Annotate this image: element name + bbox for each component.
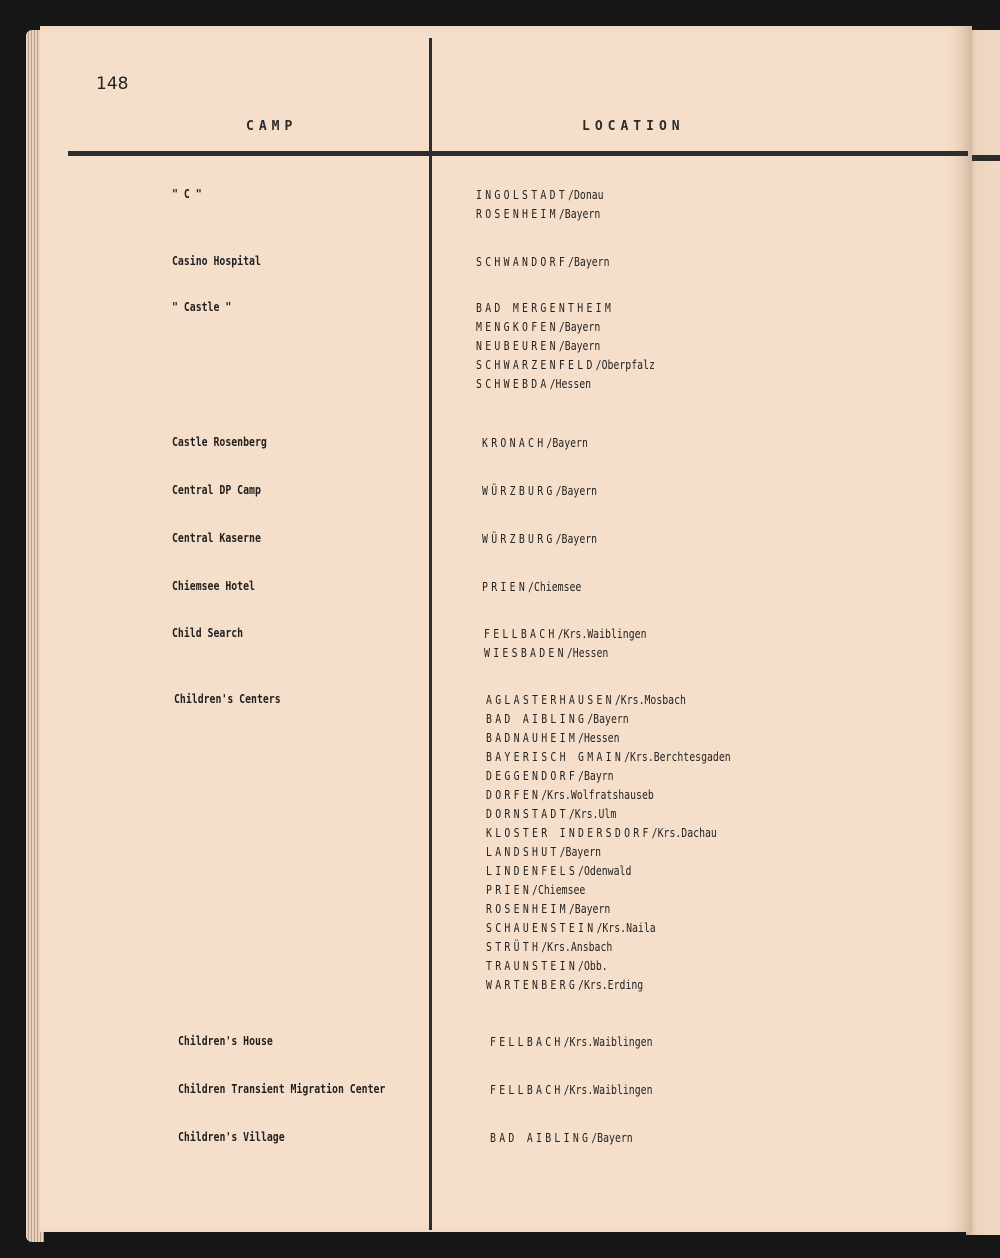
location-entry	[482, 530, 597, 549]
location-list	[476, 253, 639, 272]
location-entry	[486, 767, 731, 786]
location-city: BAD MERGENTHEIM	[476, 301, 615, 315]
location-city: WIESBADEN	[484, 646, 567, 660]
location-city: INGOLSTADT	[476, 188, 569, 202]
location-list	[476, 186, 632, 224]
location-entry	[482, 482, 597, 501]
location-region: /Krs.Berchtesgaden	[624, 750, 731, 764]
location-entry	[486, 805, 731, 824]
location-entry	[486, 900, 731, 919]
location-entry	[486, 938, 731, 957]
location-region: /Krs.Ansbach	[541, 940, 613, 954]
location-entry	[486, 824, 731, 843]
camp-name: Child Search	[172, 626, 244, 640]
location-entry	[486, 691, 731, 710]
location-entry	[476, 375, 655, 394]
location-region: /Hessen	[549, 377, 592, 391]
location-city: BAYERISCH GMAIN	[486, 750, 625, 764]
camp-name: Casino Hospital	[172, 254, 261, 268]
location-list	[482, 578, 603, 597]
location-entry	[482, 578, 581, 597]
location-city: PRIEN	[486, 883, 533, 897]
location-entry	[476, 253, 610, 272]
location-city: FELLBACH	[490, 1035, 564, 1049]
location-city: BAD AIBLING	[490, 1131, 592, 1145]
location-region: /Bayern	[568, 255, 610, 269]
location-region: /Hessen	[566, 646, 609, 660]
location-region: /Donau	[568, 188, 604, 202]
camp-name: Central Kaserne	[172, 531, 261, 545]
location-city: DORNSTADT	[486, 807, 569, 821]
location-city: PRIEN	[482, 580, 529, 594]
location-city: LANDSHUT	[486, 845, 560, 859]
location-entry	[486, 843, 731, 862]
location-list	[490, 1033, 688, 1052]
location-city: WARTENBERG	[486, 978, 579, 992]
camp-column-header: CAMP	[246, 119, 298, 134]
location-city: BAD AIBLING	[486, 712, 588, 726]
location-list	[482, 530, 622, 549]
location-region: /Bayern	[558, 339, 601, 353]
location-city: WÜRZBURG	[482, 484, 556, 498]
location-entry	[476, 318, 655, 337]
location-entry	[486, 786, 731, 805]
next-page-rule	[968, 155, 1000, 161]
location-city: SCHAUENSTEIN	[486, 921, 597, 935]
location-city: ROSENHEIM	[486, 902, 569, 916]
location-region: /Hessen	[578, 731, 620, 745]
location-column-header: LOCATION	[582, 119, 685, 134]
location-region: /Obb.	[578, 959, 608, 973]
location-entry	[476, 299, 655, 318]
location-region: /Krs.Waiblingen	[557, 627, 647, 641]
camp-name: Children's Village	[178, 1130, 285, 1144]
location-region: /Bayern	[559, 845, 602, 859]
location-entry	[486, 729, 731, 748]
location-entry	[490, 1081, 653, 1100]
location-region: /Bayern	[568, 902, 611, 916]
location-list	[484, 625, 682, 663]
location-city: DEGGENDORF	[486, 769, 579, 783]
location-region: /Oberpfalz	[595, 358, 655, 372]
location-region: /Krs.Wolfratshauseb	[541, 788, 654, 802]
location-region: /Bayern	[591, 1131, 633, 1145]
location-city: SCHWARZENFELD	[476, 358, 596, 372]
location-entry	[476, 205, 604, 224]
location-region: /Bayern	[555, 484, 598, 498]
camp-name: Children Transient Migration Center	[178, 1082, 386, 1096]
location-city: SCHWEBDA	[476, 377, 550, 391]
page-number: 148	[96, 74, 129, 94]
camp-name: Children's Centers	[174, 692, 281, 706]
camp-name: Central DP Camp	[172, 483, 261, 497]
location-city: TRAUNSTEIN	[486, 959, 579, 973]
location-region: /Chiemsee	[532, 883, 586, 897]
camp-name: Chiemsee Hotel	[172, 579, 255, 593]
location-region: /Bayern	[558, 320, 601, 334]
location-entry	[486, 710, 731, 729]
location-city: KRONACH	[482, 436, 547, 450]
location-region: /Krs.Mosbach	[614, 693, 686, 707]
location-city: FELLBACH	[490, 1083, 564, 1097]
location-entry	[476, 337, 655, 356]
location-entry	[484, 644, 647, 663]
location-region: /Chiemsee	[528, 580, 582, 594]
header-rule	[68, 151, 968, 156]
location-entry	[490, 1033, 653, 1052]
location-city: BADNAUHEIM	[486, 731, 579, 745]
location-entry	[486, 919, 731, 938]
location-region: /Krs.Erding	[578, 978, 644, 992]
location-city: KLOSTER INDERSDORF	[486, 826, 652, 840]
location-city: WÜRZBURG	[482, 532, 556, 546]
location-list	[490, 1129, 664, 1148]
location-list	[490, 1081, 688, 1100]
location-entry	[486, 976, 731, 995]
location-list	[486, 691, 784, 995]
location-region: /Krs.Waiblingen	[563, 1083, 653, 1097]
location-region: /Odenwald	[578, 864, 632, 878]
camp-name: Children's House	[178, 1034, 273, 1048]
location-region: /Bayern	[558, 207, 601, 221]
location-region: /Bayern	[587, 712, 629, 726]
camp-name: " C "	[172, 187, 202, 201]
column-divider	[429, 38, 432, 1230]
location-region: /Krs.Naila	[596, 921, 656, 935]
location-entry	[490, 1129, 633, 1148]
location-city: DORFEN	[486, 788, 542, 802]
location-region: /Bayrn	[578, 769, 614, 783]
location-list	[476, 299, 694, 394]
location-city: AGLASTERHAUSEN	[486, 693, 615, 707]
location-entry	[486, 957, 731, 976]
camp-name: " Castle "	[172, 300, 232, 314]
location-entry	[484, 625, 647, 644]
location-list	[482, 434, 611, 453]
location-region: /Krs.Dachau	[651, 826, 717, 840]
location-city: MENGKOFEN	[476, 320, 559, 334]
location-city: LINDENFELS	[486, 864, 579, 878]
location-region: /Bayern	[546, 436, 588, 450]
location-city: ROSENHEIM	[476, 207, 559, 221]
camp-name: Castle Rosenberg	[172, 435, 267, 449]
location-city: FELLBACH	[484, 627, 558, 641]
location-region: /Krs.Ulm	[568, 807, 617, 821]
location-city: STRÜTH	[486, 940, 542, 954]
location-entry	[476, 356, 655, 375]
location-list	[482, 482, 622, 501]
location-entry	[486, 881, 731, 900]
location-region: /Bayern	[555, 532, 598, 546]
location-city: SCHWANDORF	[476, 255, 569, 269]
location-entry	[476, 186, 604, 205]
location-entry	[482, 434, 588, 453]
location-city: NEUBEUREN	[476, 339, 559, 353]
location-entry	[486, 862, 731, 881]
location-region: /Krs.Waiblingen	[563, 1035, 653, 1049]
location-entry	[486, 748, 731, 767]
